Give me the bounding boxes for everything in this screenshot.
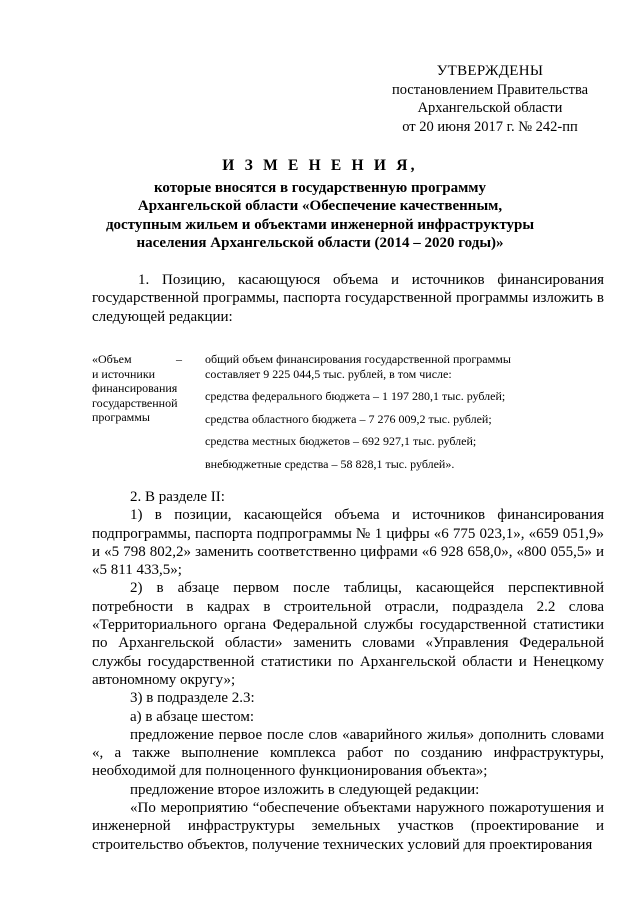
funding-value-line: внебюджетные средства – 58 828,1 тыс. рублей». xyxy=(205,456,455,471)
funding-value-line: средства областного бюджета – 7 276 009,2 тыс. рублей; xyxy=(205,411,492,426)
approval-line-1: постановлением Правительства xyxy=(391,81,589,98)
funding-label-line: программы xyxy=(92,410,150,424)
item-2-heading: 2. В разделе II: xyxy=(130,489,225,505)
title-line-1: которые вносятся в государственную программу xyxy=(153,179,487,196)
funding-value-line: составляет 9 225 044,5 тыс. рублей, в том числе: xyxy=(205,366,452,381)
item-2-sub-3: 3) в подразделе 2.3: xyxy=(130,690,255,707)
funding-label-line: финансирования xyxy=(92,381,178,395)
funding-label-line: государственной xyxy=(92,395,178,410)
item-2-sentence-1: предложение первое после слов «аварийного жилья» дополнить словами «, а также выполнение комплекса работ по созданию инфраструктуры, необходимой для полноценного функционирования объекта»; xyxy=(92,726,604,780)
approval-line-3: от 20 июня 2017 г. № 242-пп xyxy=(402,118,578,135)
approval-line-2: Архангельской области xyxy=(417,100,563,116)
funding-label-line: и источники xyxy=(92,366,156,381)
funding-label xyxy=(92,352,180,425)
funding-values xyxy=(205,352,625,471)
funding-label-line: «Объем xyxy=(92,352,132,366)
item-2-sub-3a: а) в абзаце шестом: xyxy=(130,708,255,725)
item-1-text: 1. Позицию, касающуюся объема и источников финансирования государственной программы, паспорта государственной программы изложить в следующей редакции: xyxy=(92,272,604,325)
item-1-paragraph xyxy=(92,271,604,326)
item-2-section xyxy=(92,488,604,854)
title-line-3: доступным жильем и объектами инженерной инфраструктуры xyxy=(105,216,535,233)
item-2-quote: «По мероприятию “обеспечение объектами наружного пожаротушения и инженерной инфраструктуры земельных участков (проектирование и строительство объектов, получение технических условий для проектирования xyxy=(92,800,604,853)
title-line-4: населения Архангельской области (2014 – 2020 годы)» xyxy=(136,235,504,251)
item-2-sub-2: 2) в абзаце первом после таблицы, касающейся перспективной потребности в кадрах в строительной отрасли, подраздела 2.2 слова «Территориального органа Федеральной службы государственной статистики по Архангельской области» заменить словами «Управления Федеральной службы государственной статистики по Архангельской области и Ненецкому автономному округу»; xyxy=(92,580,604,688)
approval-heading: УТВЕРЖДЕНЫ xyxy=(436,63,544,79)
funding-value-line: общий объем финансирования государственной программы xyxy=(205,352,511,366)
title-main: И З М Е Н Е Н И Я, xyxy=(222,157,418,174)
funding-value-line: средства местных бюджетов – 692 927,1 тыс. рублей; xyxy=(205,434,477,448)
document-title xyxy=(0,157,640,253)
item-2-sub-1: 1) в позиции, касающейся объема и источников финансирования подпрограммы, паспорта подпрограммы № 1 цифры «6 775 023,1», «659 051,9» и «5 798 802,2» заменить соответственно цифрами «6 928 658,0», «800 055,5» и «5 811 433,5»; xyxy=(92,507,604,579)
approval-block xyxy=(370,62,610,136)
funding-dash: – xyxy=(176,352,182,366)
title-line-2: Архангельской области «Обеспечение качественным, xyxy=(137,198,503,214)
item-2-sentence-2: предложение второе изложить в следующей редакции: xyxy=(130,781,480,798)
funding-value-line: средства федерального бюджета – 1 197 280,1 тыс. рублей; xyxy=(205,389,506,403)
